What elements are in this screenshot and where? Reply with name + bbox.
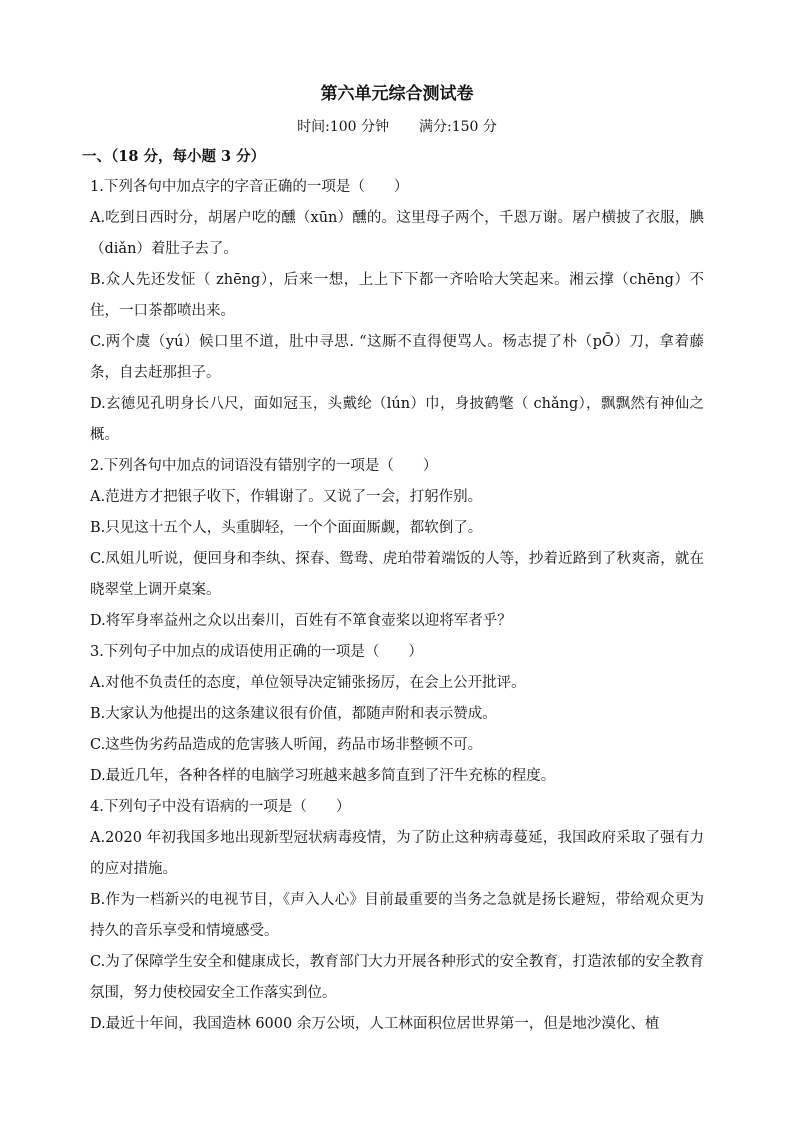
option-d: D.玄德见孔明身长八尺，面如冠玉，头戴纶（lún）巾，身披鹤氅（ chǎng），飘飘然有神仙之概。: [90, 396, 704, 443]
option-b: B.只见这十五个人，头重脚轻，一个个面面厮觑，都软倒了。: [90, 520, 483, 536]
question-stem: 3.下列句子中加点的成语使用正确的一项是（ ）: [90, 644, 423, 660]
question-stem: 1.下列各句中加点字的字音正确的一项是（ ）: [90, 179, 409, 195]
option-a: A.2020 年初我国多地出现新型冠状病毒疫情，为了防止这种病毒蔓延，我国政府采取了强有力的应对措施。: [90, 830, 704, 877]
option-c: C.凤姐儿听说，便回身和李纨、探春、鸳鸯、虎珀带着端饭的人等，抄着近路到了秋爽斋，就在晓翠堂上调开桌案。: [90, 551, 704, 598]
option-b: B.大家认为他提出的这条建议很有价值，都随声附和表示赞成。: [90, 706, 497, 722]
option-c: C.这些伪劣药品造成的危害骇人听闻，药品市场非整顿不可。: [90, 737, 483, 753]
question-1: [90, 172, 704, 451]
question-4: [90, 792, 704, 1040]
exam-title: 第六单元综合测试卷: [320, 84, 474, 104]
option-a: A.对他不负责任的态度，单位领导决定铺张扬厉，在会上公开批评。: [90, 675, 526, 691]
option-d: D.最近几年，各种各样的电脑学习班越来越多简直到了汗牛充栋的程度。: [90, 768, 556, 784]
option-d: D.最近十年间，我国造林 6000 余万公顷，人工林面积位居世界第一，但是地沙漠化、植: [90, 1016, 660, 1032]
question-2: [90, 451, 704, 637]
question-3: [90, 637, 704, 792]
exam-time: 时间:100 分钟: [297, 119, 389, 135]
question-stem: 4.下列句子中没有语病的一项是（ ）: [90, 799, 351, 815]
option-c: C.为了保障学生安全和健康成长，教育部门大力开展各种形式的安全教育，打造浓郁的安全教育氛围，努力使校园安全工作落实到位。: [90, 954, 704, 1001]
option-b: B.作为一档新兴的电视节目，《声入人心》目前最重要的当务之急就是扬长避短，带给观众更为持久的音乐享受和情境感受。: [90, 892, 704, 939]
option-b: B.众人先还发怔（ zhēng），后来一想，上上下下都一齐哈哈大笑起来。湘云撑（chēng）不住，一口茶都喷出来。: [90, 272, 704, 319]
exam-score: 满分:150 分: [419, 119, 497, 135]
option-a: A.吃到日西时分，胡屠户吃的醺（xūn）醺的。这里母子两个，千恩万谢。屠户横披了衣服，腆（diǎn）着肚子去了。: [90, 210, 704, 257]
exam-meta: [90, 118, 704, 136]
question-stem: 2.下列各句中加点的词语没有错别字的一项是（ ）: [90, 458, 438, 474]
option-d: D.将军身率益州之众以出秦川，百姓有不箪食壶桨以迎将军者乎？: [90, 613, 512, 629]
section-heading: 一、（18 分，每小题 3 分）: [82, 148, 266, 165]
option-a: A.范进方才把银子收下，作辑谢了。又说了一会，打躬作别。: [90, 489, 483, 505]
option-c: C.两个虞（yú）候口里不道，肚中寻思. “这厮不直得便骂人。杨志提了朴（pŌ）刀，拿着藤条，自去赶那担子。: [90, 334, 704, 381]
